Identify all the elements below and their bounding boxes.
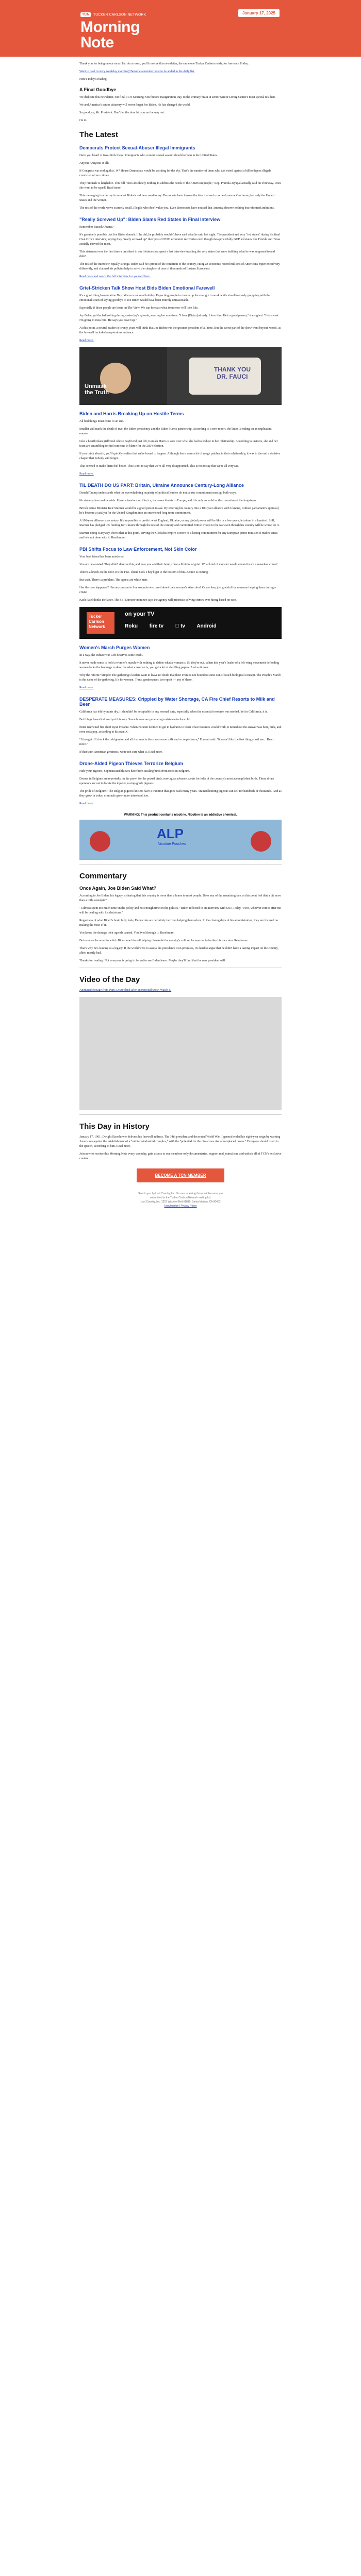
paragraph: There's a knock on the door. It's the FBI. Thank God. They'll get to the bottom of this. Justice is coming. [79,571,209,574]
story-headline: DESPERATE MEASURES: Crippled by Water Shortage, CA Fire Chief Resorts to Milk and Beer [79,697,275,707]
tcn-logo-block [87,612,114,634]
tcn-tv-apps-ad[interactable] [79,607,282,639]
read-more-link[interactable]: Read more. [79,472,94,476]
paragraph: In a way, the culture war Left deserves some credit. [79,654,143,657]
newsletter-title-line1: Morning [80,19,140,36]
paragraph: This messaging is a far cry from what Biden's old hero used to say. Democrats have thrown the idea that we're not welcome at Our home, but only the United States and the women. [79,194,274,202]
paragraph: Starmer doing it anyway shows that at this point, serving the Globalist empire is more of a lasting commitment for any European prime minister. It makes sense, and he's not done with it. Read more. [79,532,278,539]
product-tin-image [251,831,271,852]
paragraph: Join now to receive this Morning Note every weekday, gain access to our members-only documentaries, support real journalism, and unlock all of TCN's exclusive content. [79,1153,282,1160]
paragraph: This statement was the first time a president in our lifetimes has spent a last interview trashing the very states that were building what he was supposed to and didn't. [79,250,275,258]
video-link[interactable]: Animated footage from Paris Disneyland after unexpected snow. Watch it. [79,989,172,992]
intro-paragraph: Thank you for being on our email list. As a result, you'll receive this newsletter, the same one Tucker Carlson reads, for free each Friday. [79,62,249,65]
paragraph: Have you heard of two-thirds illegal immigrants who commit sexual assault should remain in the United States. [79,154,218,157]
alp-sub: Nicotine Pouches [158,842,186,846]
intro-paragraph [79,70,282,74]
paragraph: Why the reform? Simple: The gathering's leaders want to leave no doubt that their event is not bound to some out-of-touch biological concept. The People's March is the name of the gathering. It's for women. Trans, genderqueer, two-spirit — any of these. [79,674,281,682]
paragraph: Enter renowned fire chief Ryan Foranni. When Foranni decided to get to hydrants to learn what resources would work, it turned out the answer was beer, milk, and even soda pop, according to his own X. [79,726,282,734]
paragraph: They rationale is laughable. This bill "does absolutely nothing to address the needs of the American people," Rep. Pramila Jayapal actually said on Thursday. Does she want to be raped? Read more. [79,182,281,190]
intro-paragraph: Here's today's reading. [79,78,108,81]
paragraph: It's a good thing Inauguration Day falls on a national holiday. Expecting people to muster up the strength to work while simultaneously grappling with the emotional strain of saying goodbye to Joe Biden would have been entirely unreasonable. [79,294,270,302]
alp-brand: ALP [157,826,184,841]
paragraph: But even as the areas in which Biden saw himself helping dismantle the country's culture, he was out to further his own aim. Read more. [79,939,249,942]
read-more-link[interactable]: Read more. [79,339,94,342]
paragraph: We and America's senior citizenry will never forget Joe Biden. He has changed the world. [79,104,191,107]
ad-title-line1: Unmask [85,383,107,389]
footer-links [79,1204,282,1208]
paragraph: According to Joe Biden, his legacy is sharing that this country is more than a home to most people. Does any of the remaining fans at this point feel that a bit more than a little nostalgic? [79,894,281,902]
paragraph: On to: [79,119,88,122]
paragraph: The pride of Belgium? The Belgian pigeon fanciers have a tradition that goes back many years. Trained homing pigeons can sell for hundreds of thousands. And as they grow in value, criminals grow more interested, too. [79,790,282,798]
paragraph: Joy Behar got the ball rolling during yesterday's episode, wearing her emotions. "I love [Biden] already. I love him. He's a good person," she sighed. "He's sweet. I'm going to miss him. He says you cover up." [79,314,280,322]
story-headline: Biden and Harris Breaking Up on Hostile Terms [79,411,184,416]
become-member-link[interactable]: Want to read it every weekday morning? Become a member now to be added to the daily list. [79,70,195,73]
become-member-button[interactable]: BECOME A TCN MEMBER [137,1168,224,1182]
paragraph: You are devastated. They didn't deserve this, and now you and their family face a lifetime of grief. What kind of monster would commit such a senseless crime? [79,563,278,566]
android-logo: Android [191,623,211,629]
ad-logo-line2: Carlson [89,619,104,624]
paragraph: British Prime Minister Keir Starmer would be a good person to ask. By entering his country into a 100-year alliance with Ukraine, without parliament's approval, he's become a catalyst for the United Kingdom into an entrenched long term commitment. [79,507,280,515]
paragraph: That seemed to make them feel better. This is not to say that we're all very disappointed. This is not to say that we're all very sad. [79,465,239,468]
apple-tv-label: tv [175,623,180,629]
paragraph: That's why he's leaving as a legacy. If the world were to assess the president's own promises, it's hard to argue that he didn't have a lasting impact on the country, albeit mostly bad. [79,947,278,955]
footer-address: Last Country, Inc. 1223 Wilshire Blvd #1019, Santa Monica, CA 90403 [140,1200,221,1204]
paragraph: Donald Trump understands what the overwhelming majority of political leaders do not: a true commitment must go both ways. [79,492,237,495]
footer-line: subscribed to the Tucker Carlson Network mailing list. [150,1196,211,1199]
section-heading: A Final Goodbye [79,87,117,92]
logo [80,10,146,50]
newsletter-title-line2: Note [80,34,114,51]
commentary-subheading: Once Again, Joe Biden Said What? [79,886,157,891]
paragraph: California has left hydrants dry. It shouldn't be acceptable in any normal state, especially when the essential resource was needed. Yet in California, it is. [79,710,268,714]
date-badge: January 17, 2025 [238,9,280,17]
paragraph: All bad things must come to an end. [79,420,124,423]
paragraph: Your best friend has been murdered. [79,555,125,558]
paragraph: Anyone? Anyone at all? [79,162,109,165]
story-headline: Drone-Aided Pigeon Thieves Terrorize Belgium [79,761,183,766]
video-thumbnail[interactable] [79,997,282,1110]
story-headline: Grief-Stricken Talk Show Host Bids Biden Emotional Farewell [79,285,215,291]
story-headline: PBI Shifts Focus to Law Enforcement, Not Skin Color [79,547,197,552]
paragraph [79,472,282,477]
paragraph: The rest of the world we've scarcely recall. Illegals who don't value you. Even Democrats have noticed that America deserve nothing but reformed ambitions. [79,207,275,210]
story-headline: Democrats Protect Sexual-Abuser Illegal Immigrants [79,145,195,150]
story-headline: TIL DEATH DO US PART: Britain, Ukraine Announce Century-Long Alliance [79,483,244,488]
paragraph: Smaller will mark the death of two, the Biden presidency and the Biden-Harris partnership. According to a new report, the latter is ending on an unpleasant manner. [79,428,272,435]
fauci-documentary-ad[interactable] [79,347,282,405]
paragraph: At this point, a neutral reader in twenty years will think that Joe Biden was the greatest president of all time. But the worst part of the show went beyond words, as the farewell included a mysterious embrace. [79,327,281,334]
paragraph: Thanks for reading. Not everyone is going to be sad to see Biden leave. Maybe they'll find that the new president will. [79,959,226,962]
paragraph: Has the case happened? Has any person in live wounds ever cared about their rescuer's skin color? Or are they just grateful for someone helping them during a crisis? [79,586,276,594]
roku-logo: Roku [125,623,138,629]
commentary-heading: Commentary [79,872,127,880]
email-header [0,0,361,57]
paragraph: "I almost spent too much time on the policy and not enough time on the politics," Biden reflected in an interview with USA Today. "Now, whoever comes after me will be dealing with his decisions." [79,907,281,914]
ad-tagline: on your TV [125,611,155,617]
paragraph [79,338,282,343]
alp-nicotine-ad[interactable] [79,810,282,860]
paragraph: So goodbye, Mr. President. Don't let the door hit you on the way out. [79,111,165,114]
story-headline: Women's March Purges Women [79,645,150,650]
paragraph: Especially if those people are hosts on The View. We can forecast what tomorrow will look like. [79,307,199,310]
paragraph: Like a heartbroken girlfriend whose boyfriend just left, Kamala Harris is sore over what she had to endure in her relationship. According to insiders, she and her team are scrambling to find someone to blame for the 2024 election. [79,440,278,448]
paragraph: A 100-year alliance is a century. It's impossible to predict what England, Ukraine, or any global power will be like in a few years, let alone in a hundred. Still, Starmer has pledged UK funding for Ukraine through the rest of the century and committed British troops to the war even though his country will be worse for it. [79,519,280,527]
divider [79,864,282,865]
paragraph: It never made sense to hold a women's march with nothing to define what a woman is. So they're out. When this year's leader of a left-wing movement defending women lacks the language to describe what a woman is, you get a lot of shuffling papers. And so it goes. [79,662,280,669]
ad-logo-line3: Network [89,624,105,629]
read-more-link[interactable]: Read more. [79,802,94,805]
paragraph [79,988,282,993]
mask-text-line1: THANK YOU [214,366,251,373]
story-headline: "Really Screwed Up": Biden Slams Red States in Final Interview [79,217,221,222]
ad-logo-line1: Tucker [89,614,102,619]
paragraph: It's genuinely possible that Joe Biden doesn't. If he did, he probably wouldn't have said what he said last night. The president and very "red states" during his final Oval Office interview, saying they "really screwed up" their post-COVID economic recoveries even though data powerfully GOP led states like Florida and Texas actually thrived the most. [79,233,281,246]
product-tin-image [90,831,110,852]
paragraph: If that's not American greatness, we're not sure what is. Read more. [79,751,163,754]
paragraph: Regardless of what Biden's brain fully feels, Democrats are definitely far from helping themselves. In the closing days of his administration, they are focused on making the most of it. [79,919,278,927]
paragraph: But wait. There's a problem. The agents are white men. [79,579,148,582]
read-more-link[interactable]: Read more and watch the full interview for yourself here. [79,275,151,278]
paragraph: But things haven't slowed yet this way. Some homes are generating resistance to the cold. [79,718,190,721]
paragraph: Hide your pigeons. Sophisticated thieves have been stealing birds from roofs in Belgium. [79,770,190,773]
paragraph: Drones in Belgium are reportedly on the prowl for the prized birds, serving as advance scouts for lofts of the country's most accomplished birds. These drone operators are out to locate the top-tier, racing-grade pigeons. [79,777,274,785]
paragraph: We dedicate this newsletter, our final TCN Morning Note before Inauguration Day, to the Primary brain in senior Senior Living Center's most special resident. [79,96,276,99]
apple-tv-logo [175,623,185,629]
footer [79,1190,282,1218]
fire-tv-logo: fire tv [149,623,164,629]
paragraph: No strategy has no downside. It keeps tensions on thin ice, increases threats to Europe, and it is only as valid as the commitment the long-term. [79,499,257,502]
paragraph: If Congress was ending this, 147 House Democrats would be working for the sky. That's the number of them who just voted against a bill to deport illegals convicted of sex crimes. [79,170,271,177]
nicotine-warning: WARNING: This product contains nicotine. Nicotine is an addictive chemical. [79,810,282,820]
tcn-badge: TCN [80,12,91,17]
divider [79,1114,282,1115]
paragraph [79,275,282,279]
paragraph [79,686,282,690]
video-heading: Video of the Day [79,975,140,984]
email-page [0,0,361,1218]
latest-heading: The Latest [79,130,119,139]
ad-title-line2: the Truth [85,389,109,396]
paragraph [79,802,282,806]
paragraph: If you think about it, you'll quickly realize that we're bound to happen. Although there were a lot of rough patches in their relationship, it was in the end a decisive chapter that nobody will forget. [79,452,281,460]
footer-line: Sent to you by Last Country, Inc. You are receiving this email because you [138,1192,223,1195]
read-more-link[interactable]: Read more. [79,686,94,689]
paragraph: Kash Patel thinks the latter. The FBI Director nominee says the agency will prioritize solving crimes over hiring based on race. [79,599,237,602]
paragraph: You know the damage their agenda caused. You lived through it. Read more. [79,931,175,935]
paragraph: The rest of the interview equally strange. Biden said he's proud of the condition of the country, citing an economic record millions of Americans experienced very differently, and claimed his policies help to solve the slaughter of tens of thousands of Eastern Europeans. [79,263,280,270]
history-heading: This Day in History [79,1122,150,1131]
paragraph: Remember Barack Obama? [79,226,114,229]
footer-links-text[interactable]: Unsubscribe | Privacy Policy [164,1205,197,1208]
paragraph: "I thought if I check the refrigerator and all that was in there was some milk and a couple beers," Foranni said. "It wasn't like the first thing you'd use... Read more." [79,738,273,746]
paragraph: January 17, 1961: Dwight Eisenhower delivers his farewell address. The 34th president and decorated World War II general ended his eight-year reign by warning Americans against the establishment of a "military-industrial complex," with the "potential for the disastrous rise of misplaced power." Everyone should listen to the speech, according to him. Read more. [79,1136,281,1148]
network-label: TUCKER CARLSON NETWORK [93,13,146,17]
mask-text-line2: DR. FAUCI [217,373,248,380]
content-column [79,57,282,1218]
